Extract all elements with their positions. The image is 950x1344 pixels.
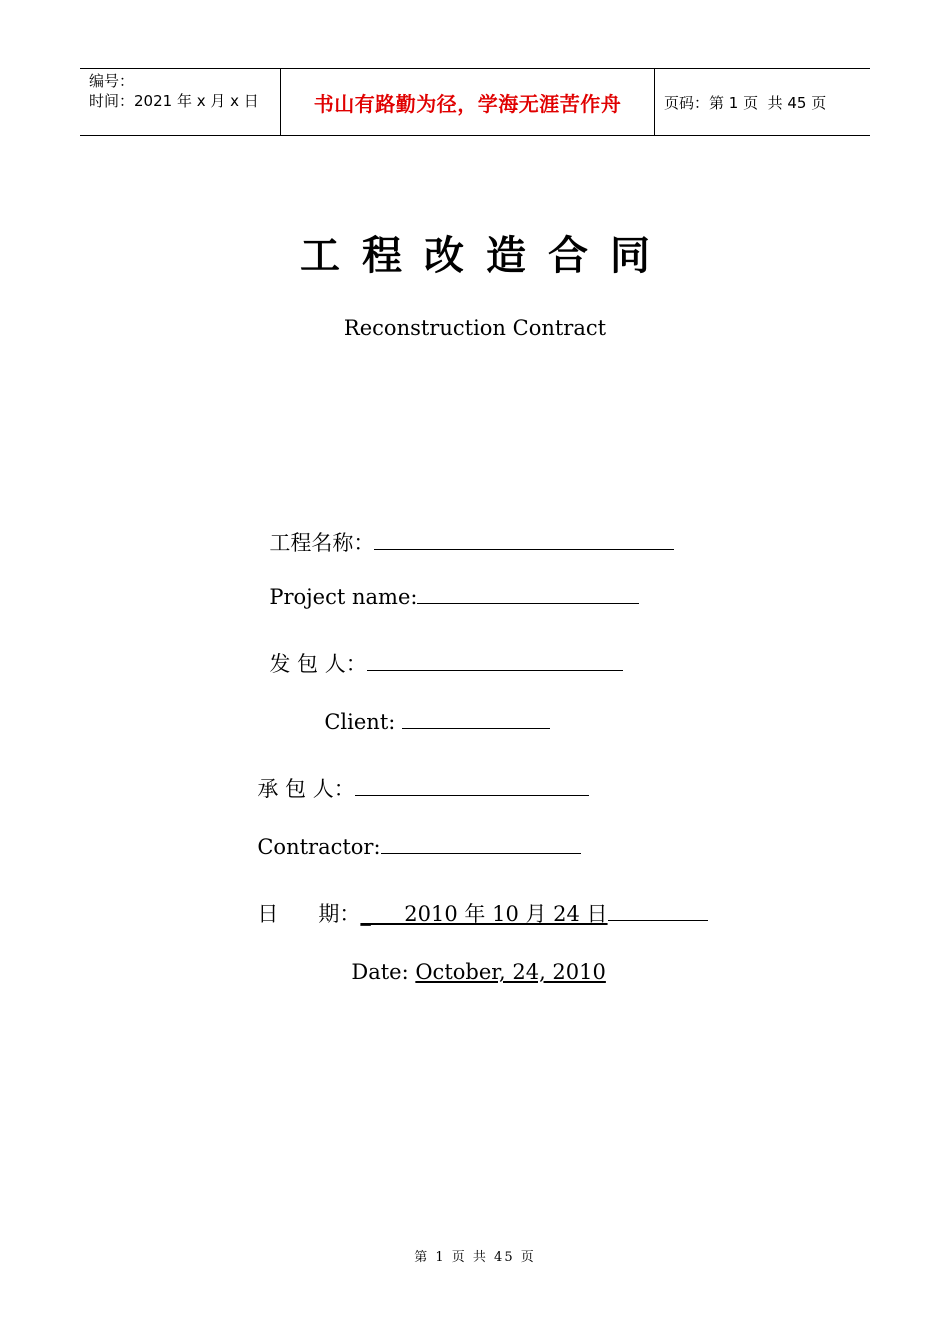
client-en-label: Client:	[324, 710, 403, 734]
client-cn-label: 发 包 人：	[269, 652, 367, 676]
contractor-cn-field	[244, 749, 589, 803]
project-name-en-label: Project name:	[269, 585, 418, 609]
contractor-en-field	[244, 811, 581, 859]
contractor-cn-label: 承 包 人：	[257, 777, 355, 801]
date-cn-label: 日 期：	[257, 902, 361, 926]
date-en-field	[338, 936, 606, 984]
date-cn-value: _ 2010 年 10 月 24 日	[360, 902, 608, 926]
project-name-cn-field	[256, 503, 674, 557]
project-name-cn-label: 工程名称：	[269, 531, 375, 555]
header-motto: 书山有路勤为径，学海无涯苦作舟	[281, 69, 655, 135]
client-cn-field	[256, 624, 623, 678]
page-footer: 第 1 页 共 45 页	[414, 1250, 536, 1265]
project-name-en-field	[256, 561, 639, 609]
header-meta	[80, 69, 281, 135]
date-en-value: October, 24, 2010	[415, 960, 606, 984]
document-title: 工程改造合同	[300, 232, 672, 279]
number-label: 编号：	[89, 72, 135, 90]
contractor-cn-blank	[355, 794, 589, 796]
time-label: 时间：2021 年 x 月 x 日	[89, 92, 259, 110]
client-en-blank	[402, 727, 550, 729]
document-subtitle: Reconstruction Contract	[343, 316, 607, 340]
project-name-cn-blank	[374, 548, 674, 550]
client-en-field	[311, 686, 550, 734]
contractor-en-label: Contractor:	[257, 835, 381, 859]
contractor-en-blank	[381, 852, 581, 854]
header-page-info: 页码：第 1 页 共 45 页	[664, 93, 827, 112]
project-name-en-blank	[417, 602, 639, 604]
date-cn-field	[244, 874, 708, 928]
date-cn-blank	[608, 919, 708, 921]
date-en-label: Date:	[351, 960, 416, 984]
client-cn-blank	[367, 669, 623, 671]
page-header	[80, 68, 870, 136]
